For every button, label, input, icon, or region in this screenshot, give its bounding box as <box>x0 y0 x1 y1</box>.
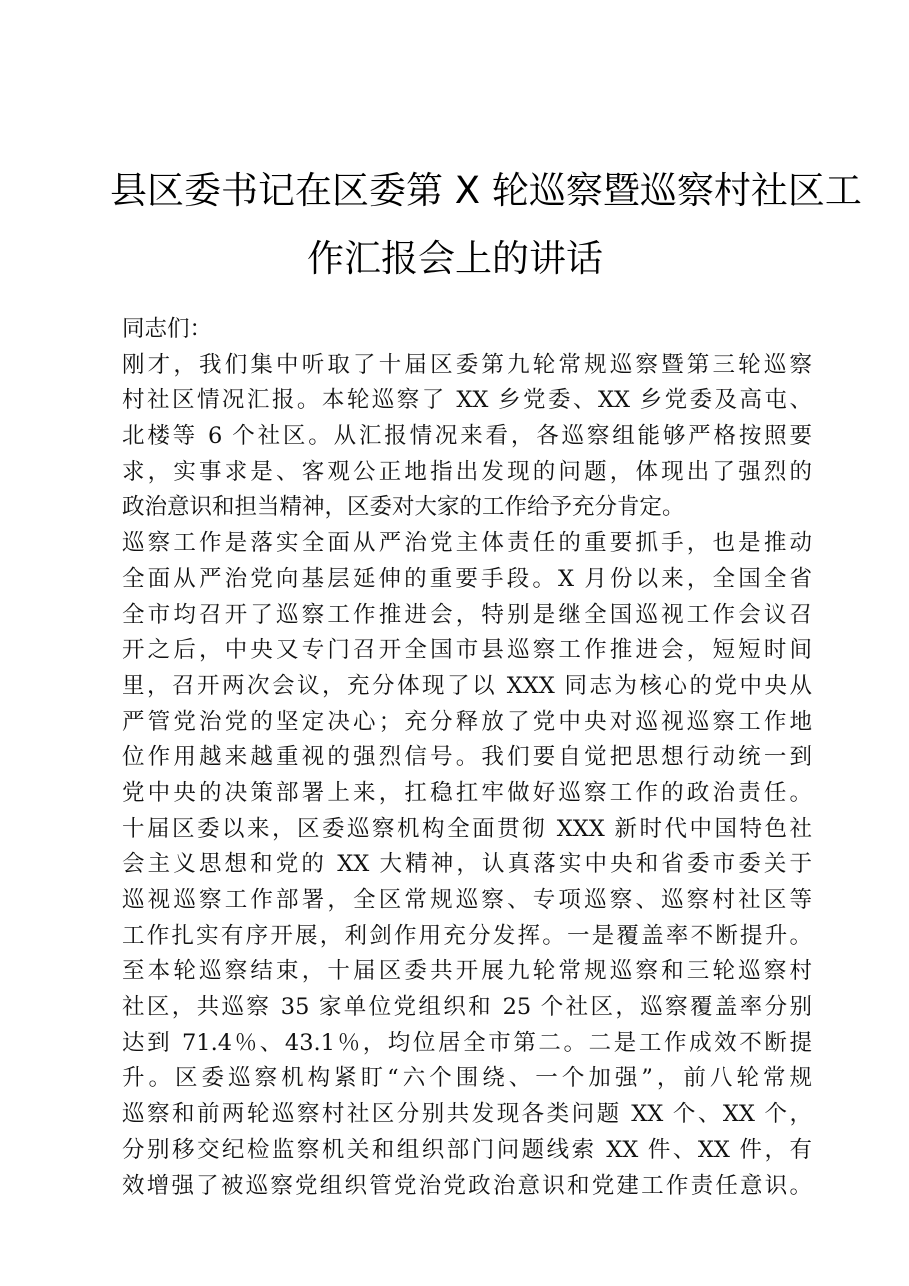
body-line: 社区，共巡察 35 家单位党组织和 25 个社区，巡察覆盖率分别 <box>122 994 812 1021</box>
body-line: 村社区情况汇报。本轮巡察了 XX 乡党委、XX 乡党委及高屯、 <box>122 387 812 414</box>
body-line: 分别移交纪检监察机关和组织部门问题线索 XX 件、XX 件，有 <box>122 1136 812 1163</box>
body-line: 巡视巡察工作部署，全区常规巡察、专项巡察、巡察村社区等 <box>122 887 812 913</box>
body-line: 政治意识和担当精神，区委对大家的工作给予充分肯定。 <box>122 494 685 521</box>
body-line: 工作扎实有序开展，利剑作用充分发挥。一是覆盖率不断提升。 <box>122 922 812 949</box>
body-line: 效增强了被巡察党组织管党治党政治意识和党建工作责任意识。 <box>122 1172 812 1199</box>
body-line: 巡察和前两轮巡察村社区分别共发现各类问题 XX 个、XX 个， <box>122 1101 812 1128</box>
body-line: 北楼等 6 个社区。从汇报情况来看，各巡察组能够严格按照要 <box>122 423 812 450</box>
body-line: 全市均召开了巡察工作推进会，特别是继全国巡视工作会议召 <box>122 601 812 628</box>
body-line: 十届区委以来，区委巡察机构全面贯彻 XXX 新时代中国特色社 <box>122 815 812 842</box>
document-body <box>122 312 812 1204</box>
body-line: 全面从严治党向基层延伸的重要手段。X 月份以来，全国全省 <box>122 565 812 592</box>
body-line: 升。区委巡察机构紧盯“六个围绕、一个加强”，前八轮常规 <box>122 1065 812 1092</box>
document-title-line-2: 作汇报会上的讲话 <box>307 237 603 280</box>
body-line: 严管党治党的坚定决心；充分释放了党中央对巡视巡察工作地 <box>122 708 812 735</box>
document-title-line-1: 县区委书记在区委第 X 轮巡察暨巡察村社区工 <box>110 169 862 212</box>
body-line: 里，召开两次会议，充分体现了以 XXX 同志为核心的党中央从 <box>122 672 812 699</box>
body-line: 巡察工作是落实全面从严治党主体责任的重要抓手，也是推动 <box>122 530 812 557</box>
body-line: 刚才，我们集中听取了十届区委第九轮常规巡察暨第三轮巡察 <box>122 351 812 378</box>
body-line: 党中央的决策部署上来，扛稳扛牢做好巡察工作的政治责任。 <box>122 779 812 806</box>
body-line: 开之后，中央又专门召开全国市县巡察工作推进会，短短时间 <box>122 637 812 664</box>
body-line: 求，实事求是、客观公正地指出发现的问题，体现出了强烈的 <box>122 458 812 485</box>
body-line: 会主义思想和党的 XX 大精神，认真落实中央和省委市委关于 <box>122 851 812 878</box>
body-line: 位作用越来越重视的强烈信号。我们要自觉把思想行动统一到 <box>122 744 812 771</box>
salutation: 同志们： <box>122 316 213 342</box>
body-line: 达到 71.4％、43.1％，均位居全市第二。二是工作成效不断提 <box>122 1029 812 1056</box>
body-line: 至本轮巡察结束，十届区委共开展九轮常规巡察和三轮巡察村 <box>122 958 812 985</box>
